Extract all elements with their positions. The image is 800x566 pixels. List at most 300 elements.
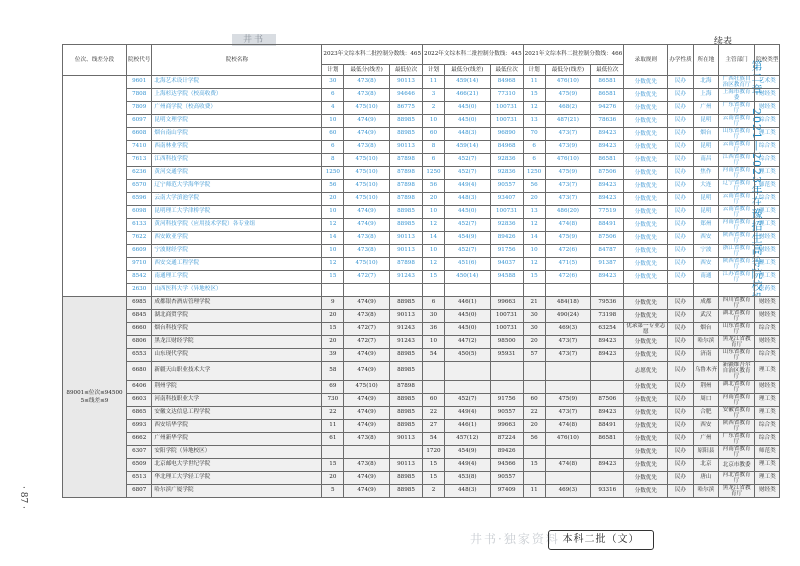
- table-cell: 成都: [693, 296, 718, 309]
- table-cell: 448(3): [444, 128, 490, 141]
- table-cell: 454(9): [444, 232, 490, 245]
- table-cell: 91756: [490, 245, 523, 258]
- table-cell: 475(10): [344, 258, 390, 271]
- table-cell: 10: [523, 245, 545, 258]
- table-cell: 云南大学滇池学院: [152, 193, 322, 206]
- table-cell: 民办: [668, 335, 693, 348]
- table-cell: 财经类: [755, 102, 780, 115]
- table-cell: 西安培华学院: [152, 419, 322, 432]
- table-cell: 6509: [127, 458, 152, 471]
- table-cell: 474(8): [545, 419, 591, 432]
- table-cell: 475(10): [344, 167, 390, 180]
- table-cell: 93407: [490, 193, 523, 206]
- table-cell: 分数优先: [624, 89, 668, 102]
- table-cell: 54: [423, 348, 445, 361]
- table-cell: 89423: [591, 180, 624, 193]
- table-cell: 理工类: [755, 258, 780, 271]
- table-cell: 3: [423, 89, 445, 102]
- table-cell: 民办: [668, 484, 693, 497]
- table-cell: [719, 284, 755, 297]
- table-cell: 476(10): [545, 76, 591, 89]
- table-cell: 89426: [490, 445, 523, 458]
- col-2022: 2022年文综本科二批控制分数线：445: [423, 45, 524, 65]
- col-location: 所在地: [693, 45, 718, 76]
- table-cell: 民办: [668, 406, 693, 419]
- table-cell: 89423: [591, 348, 624, 361]
- table-cell: 475(10): [344, 154, 390, 167]
- table-cell: [591, 361, 624, 380]
- table-cell: 黄河交通学院: [152, 167, 322, 180]
- table-cell: 453(8): [444, 471, 490, 484]
- table-cell: 6: [423, 296, 445, 309]
- table-cell: 昆明理工大学津桥学院: [152, 206, 322, 219]
- table-cell: 西安: [693, 232, 718, 245]
- table-cell: 6865: [127, 406, 152, 419]
- table-cell: [344, 284, 390, 297]
- table-cell: 昆明: [693, 141, 718, 154]
- table-cell: 472(6): [545, 271, 591, 284]
- table-cell: 湖北商贸学院: [152, 309, 322, 322]
- table-cell: 730: [322, 393, 344, 406]
- table-cell: 89423: [591, 193, 624, 206]
- table-cell: 92836: [490, 154, 523, 167]
- table-cell: 宁波财经学院: [152, 245, 322, 258]
- table-cell: 6609: [127, 245, 152, 258]
- table-cell: 辽宁师范大学海华学院: [152, 180, 322, 193]
- table-cell: 473(8): [344, 432, 390, 445]
- table-cell: 445(0): [444, 102, 490, 115]
- table-cell: 综合类: [755, 322, 780, 335]
- table-cell: 优录第一专业志愿: [624, 322, 668, 335]
- col-min-rank-2023: 最低位次: [389, 65, 422, 76]
- table-cell: 民办: [668, 76, 693, 89]
- table-cell: 理工类: [755, 393, 780, 406]
- table-cell: 山东省教育厅: [719, 128, 755, 141]
- table-cell: 6845: [127, 309, 152, 322]
- table-cell: 西安: [693, 258, 718, 271]
- table-cell: 4: [322, 102, 344, 115]
- table-cell: 11: [523, 76, 545, 89]
- table-cell: 分数优先: [624, 471, 668, 484]
- table-cell: 民办: [668, 380, 693, 393]
- table-cell: 472(7): [344, 335, 390, 348]
- table-cell: 大连: [693, 180, 718, 193]
- table-cell: 民办: [668, 445, 693, 458]
- table-cell: 87898: [389, 193, 422, 206]
- table-cell: 60: [423, 393, 445, 406]
- table-cell: 6: [322, 141, 344, 154]
- table-cell: 88491: [591, 419, 624, 432]
- table-cell: 30: [322, 76, 344, 89]
- table-cell: 分数优先: [624, 296, 668, 309]
- table-cell: 473(8): [344, 141, 390, 154]
- table-cell: 广州商学院（校高收费）: [152, 102, 322, 115]
- table-cell: 分数优先: [624, 484, 668, 497]
- table-cell: 30: [523, 309, 545, 322]
- table-cell: 民办: [668, 432, 693, 445]
- table-cell: 湖北省教育厅: [719, 380, 755, 393]
- table-cell: 济南: [693, 348, 718, 361]
- table-cell: 周口: [693, 393, 718, 406]
- table-cell: 四川省教育厅: [719, 296, 755, 309]
- table-cell: [423, 284, 445, 297]
- table-cell: 87898: [389, 380, 422, 393]
- table-cell: 60: [423, 128, 445, 141]
- col-min-score-2022: 最低分(线差): [444, 65, 490, 76]
- page-number: · 87 ·: [18, 486, 28, 509]
- table-cell: 474(9): [344, 115, 390, 128]
- table-cell: 北京邮电大学世纪学院: [152, 458, 322, 471]
- table-cell: 94037: [490, 258, 523, 271]
- table-cell: 473(8): [344, 89, 390, 102]
- table-cell: [490, 284, 523, 297]
- table-cell: 民办: [668, 458, 693, 471]
- table-cell: 6307: [127, 445, 152, 458]
- col-min-score-2021: 最低分(线差): [545, 65, 591, 76]
- table-cell: 华北理工大学轻工学院: [152, 471, 322, 484]
- table-cell: 90113: [389, 141, 422, 154]
- table-row: [63, 206, 780, 219]
- table-cell: 财经类: [755, 309, 780, 322]
- table-cell: 468(2): [545, 102, 591, 115]
- table-cell: 87898: [389, 167, 422, 180]
- table-header: [63, 45, 780, 76]
- table-cell: 474(9): [344, 361, 390, 380]
- table-cell: 89423: [591, 128, 624, 141]
- table-cell: 江西科技学院: [152, 154, 322, 167]
- table-cell: 分数优先: [624, 128, 668, 141]
- table-cell: 黑龙江财经学院: [152, 335, 322, 348]
- table-cell: 黑龙江省教育厅: [719, 484, 755, 497]
- table-cell: 分数优先: [624, 206, 668, 219]
- table-cell: 15: [523, 458, 545, 471]
- table-cell: 86581: [591, 154, 624, 167]
- table-cell: 河南省教育厅: [719, 219, 755, 232]
- table-cell: 分数优先: [624, 271, 668, 284]
- table-cell: 浙江省教育厅: [719, 245, 755, 258]
- table-cell: 12: [322, 258, 344, 271]
- table-cell: 民办: [668, 232, 693, 245]
- table-cell: 88985: [389, 361, 422, 380]
- table-cell: 20: [523, 335, 545, 348]
- table-cell: 师范类: [755, 445, 780, 458]
- table-cell: 唐山: [693, 471, 718, 484]
- table-cell: 6603: [127, 393, 152, 406]
- table-cell: 20: [322, 309, 344, 322]
- table-cell: 河南省教育厅: [719, 167, 755, 180]
- table-cell: 20: [322, 471, 344, 484]
- table-cell: 100731: [490, 322, 523, 335]
- table-cell: 89423: [591, 335, 624, 348]
- table-cell: 昆明: [693, 193, 718, 206]
- table-cell: 6993: [127, 419, 152, 432]
- table-cell: 6098: [127, 206, 152, 219]
- table-cell: 6: [322, 89, 344, 102]
- table-cell: 89426: [490, 232, 523, 245]
- col-nature: 办学性质: [668, 45, 693, 76]
- table-cell: 7622: [127, 232, 152, 245]
- table-cell: 12: [523, 102, 545, 115]
- table-cell: 57: [523, 348, 545, 361]
- table-cell: 92836: [490, 219, 523, 232]
- table-cell: 474(8): [545, 458, 591, 471]
- table-cell: 理工类: [755, 219, 780, 232]
- admission-table: [62, 44, 780, 498]
- table-cell: 473(7): [545, 180, 591, 193]
- table-cell: 财经类: [755, 232, 780, 245]
- table-cell: 96890: [490, 128, 523, 141]
- table-cell: 469(3): [545, 484, 591, 497]
- table-cell: 上海市教育委: [719, 89, 755, 102]
- table-cell: 河南省教育厅: [719, 393, 755, 406]
- table-cell: 分数优先: [624, 380, 668, 393]
- table-cell: 88985: [389, 348, 422, 361]
- table-cell: 理工类: [755, 128, 780, 141]
- table-cell: 447(2): [444, 335, 490, 348]
- table-cell: 分数优先: [624, 76, 668, 89]
- table-cell: 99663: [490, 419, 523, 432]
- table-cell: 财经类: [755, 245, 780, 258]
- table-cell: 79536: [591, 296, 624, 309]
- table-cell: 94276: [591, 102, 624, 115]
- table-cell: 56: [523, 432, 545, 445]
- table-cell: 8542: [127, 271, 152, 284]
- table-cell: 财经类: [755, 89, 780, 102]
- table-cell: 475(9): [545, 89, 591, 102]
- table-cell: 综合类: [755, 154, 780, 167]
- table-cell: 陕西省教育厅: [719, 419, 755, 432]
- table-cell: 烟台: [693, 128, 718, 141]
- table-cell: 陕西省教育厅: [719, 258, 755, 271]
- table-cell: 南昌: [693, 154, 718, 167]
- table-row: [63, 76, 780, 89]
- table-cell: 理工类: [755, 458, 780, 471]
- table-cell: 6406: [127, 380, 152, 393]
- table-cell: 94588: [490, 271, 523, 284]
- table-cell: 90113: [389, 232, 422, 245]
- table-cell: 6553: [127, 348, 152, 361]
- table-cell: 民办: [668, 102, 693, 115]
- col-rule: 录取规则: [624, 45, 668, 76]
- table-cell: 92836: [490, 167, 523, 180]
- table-cell: [444, 361, 490, 380]
- table-cell: 民办: [668, 141, 693, 154]
- table-cell: [523, 284, 545, 297]
- footer-tab: 本科二批（文）: [548, 530, 654, 550]
- table-cell: 6662: [127, 432, 152, 445]
- table-cell: 南通理工学院: [152, 271, 322, 284]
- table-cell: 分数优先: [624, 102, 668, 115]
- table-cell: 6570: [127, 180, 152, 193]
- table-cell: 449(4): [444, 406, 490, 419]
- table-cell: 449(4): [444, 458, 490, 471]
- table-cell: 472(6): [545, 245, 591, 258]
- table-cell: [389, 284, 422, 297]
- table-cell: 理工类: [755, 471, 780, 484]
- table-cell: 财经类: [755, 296, 780, 309]
- table-cell: 合肥: [693, 406, 718, 419]
- table-cell: 湖北省教育厅: [719, 309, 755, 322]
- table-cell: 12: [423, 219, 445, 232]
- table-cell: 89423: [591, 271, 624, 284]
- table-cell: 6513: [127, 471, 152, 484]
- table-cell: 2: [423, 102, 445, 115]
- table-cell: 10: [322, 245, 344, 258]
- table-cell: 西安: [693, 419, 718, 432]
- table-cell: 分数优先: [624, 458, 668, 471]
- table-cell: 民办: [668, 309, 693, 322]
- table-cell: 综合类: [755, 419, 780, 432]
- table-cell: 7613: [127, 154, 152, 167]
- table-cell: 12: [523, 219, 545, 232]
- table-cell: 87506: [591, 167, 624, 180]
- table-cell: 452(7): [444, 154, 490, 167]
- table-row: [63, 219, 780, 232]
- table-cell: 89423: [591, 141, 624, 154]
- table-cell: 14: [322, 232, 344, 245]
- table-cell: 90113: [389, 458, 422, 471]
- table-cell: 88491: [591, 219, 624, 232]
- table-cell: 84968: [490, 76, 523, 89]
- table-cell: 13: [523, 115, 545, 128]
- table-cell: 6660: [127, 322, 152, 335]
- table-cell: 财经类: [755, 484, 780, 497]
- table-cell: 473(8): [344, 309, 390, 322]
- table-cell: 民办: [668, 361, 693, 380]
- table-row: [63, 115, 780, 128]
- table-cell: 北海: [693, 76, 718, 89]
- table-cell: 84968: [490, 141, 523, 154]
- table-cell: 分数优先: [624, 348, 668, 361]
- segment-cell: [63, 76, 127, 297]
- table-cell: 475(9): [545, 393, 591, 406]
- table-cell: 烟台科技学院: [152, 322, 322, 335]
- table-cell: 87898: [389, 258, 422, 271]
- table-cell: 分数优先: [624, 141, 668, 154]
- table-cell: 北京: [693, 458, 718, 471]
- table-cell: 91243: [389, 271, 422, 284]
- table-cell: 分数优先: [624, 258, 668, 271]
- table-cell: 473(8): [344, 458, 390, 471]
- table-cell: 9601: [127, 76, 152, 89]
- table-cell: 100731: [490, 309, 523, 322]
- table-row: [63, 89, 780, 102]
- table-cell: 99663: [490, 296, 523, 309]
- publisher-logo: 井书: [232, 34, 276, 46]
- table-cell: 河南科技职业大学: [152, 393, 322, 406]
- table-cell: 1720: [423, 445, 445, 458]
- table-cell: 荆州: [693, 380, 718, 393]
- table-cell: 88985: [389, 219, 422, 232]
- table-cell: 云南省教育厅: [719, 141, 755, 154]
- table-cell: 理工类: [755, 271, 780, 284]
- col-plan-2022: 计划: [423, 65, 445, 76]
- table-cell: 445(0): [444, 309, 490, 322]
- table-cell: 90557: [490, 471, 523, 484]
- table-row: [63, 458, 780, 471]
- table-cell: 15: [322, 322, 344, 335]
- continued-label: 续表: [714, 37, 733, 47]
- table-cell: [523, 380, 545, 393]
- table-cell: 459(14): [444, 76, 490, 89]
- table-row: [63, 445, 780, 458]
- table-cell: 云南省教育厅: [719, 193, 755, 206]
- table-cell: 民办: [668, 219, 693, 232]
- table-cell: 财经类: [755, 380, 780, 393]
- table-cell: 475(10): [344, 380, 390, 393]
- table-cell: 乌鲁木齐: [693, 361, 718, 380]
- table-cell: 87898: [389, 180, 422, 193]
- table-cell: 6807: [127, 484, 152, 497]
- table-cell: 474(9): [344, 484, 390, 497]
- table-cell: 88985: [389, 128, 422, 141]
- table-cell: 昆明: [693, 115, 718, 128]
- table-row: [63, 406, 780, 419]
- table-cell: 民办: [668, 115, 693, 128]
- table-cell: 广西壮族自治区教育厅: [719, 76, 755, 89]
- table-cell: 分数优先: [624, 232, 668, 245]
- table-cell: 山东省教育厅: [719, 322, 755, 335]
- table-cell: 89423: [591, 458, 624, 471]
- table-cell: 6985: [127, 296, 152, 309]
- table-cell: 1250: [523, 167, 545, 180]
- table-cell: [490, 361, 523, 380]
- table-cell: 1250: [423, 167, 445, 180]
- table-row: [63, 471, 780, 484]
- table-cell: 91756: [490, 393, 523, 406]
- table-cell: 烟台南山学院: [152, 128, 322, 141]
- table-cell: 86581: [591, 432, 624, 445]
- table-row: [63, 193, 780, 206]
- table-cell: 上海: [693, 89, 718, 102]
- table-cell: 87224: [490, 432, 523, 445]
- table-cell: 15: [423, 458, 445, 471]
- table-cell: 民办: [668, 419, 693, 432]
- table-cell: 分数优先: [624, 393, 668, 406]
- table-cell: 90113: [389, 76, 422, 89]
- table-cell: 490(24): [545, 309, 591, 322]
- table-cell: 安徽文达信息工程学院: [152, 406, 322, 419]
- table-cell: 9710: [127, 258, 152, 271]
- table-cell: [591, 284, 624, 297]
- table-cell: 36: [423, 322, 445, 335]
- table-cell: 财经类: [755, 335, 780, 348]
- table-cell: 473(7): [545, 335, 591, 348]
- table-cell: 88985: [389, 206, 422, 219]
- table-row: [63, 245, 780, 258]
- table-cell: 理工类: [755, 406, 780, 419]
- table-cell: 广州: [693, 102, 718, 115]
- table-cell: 56: [322, 180, 344, 193]
- table-cell: 58: [322, 361, 344, 380]
- table-cell: 459(14): [444, 141, 490, 154]
- table-cell: 451(6): [444, 258, 490, 271]
- table-cell: 广州新华学院: [152, 432, 322, 445]
- chapter-subtitle: （文史类）: [752, 368, 760, 408]
- table-row: [63, 322, 780, 335]
- table-cell: 荆州学院: [152, 380, 322, 393]
- table-cell: 9: [322, 296, 344, 309]
- table-cell: 473(8): [344, 232, 390, 245]
- table-cell: 昆明: [693, 206, 718, 219]
- table-cell: 原阳县: [693, 445, 718, 458]
- table-cell: 88985: [389, 393, 422, 406]
- table-cell: 上海杉达学院（校高收费）: [152, 89, 322, 102]
- table-cell: 98500: [490, 335, 523, 348]
- table-cell: 474(9): [344, 348, 390, 361]
- chapter-title-text: 第二章 2021—2023年在豫招生高等院校投档数据统计: [750, 60, 763, 364]
- table-cell: 20: [322, 335, 344, 348]
